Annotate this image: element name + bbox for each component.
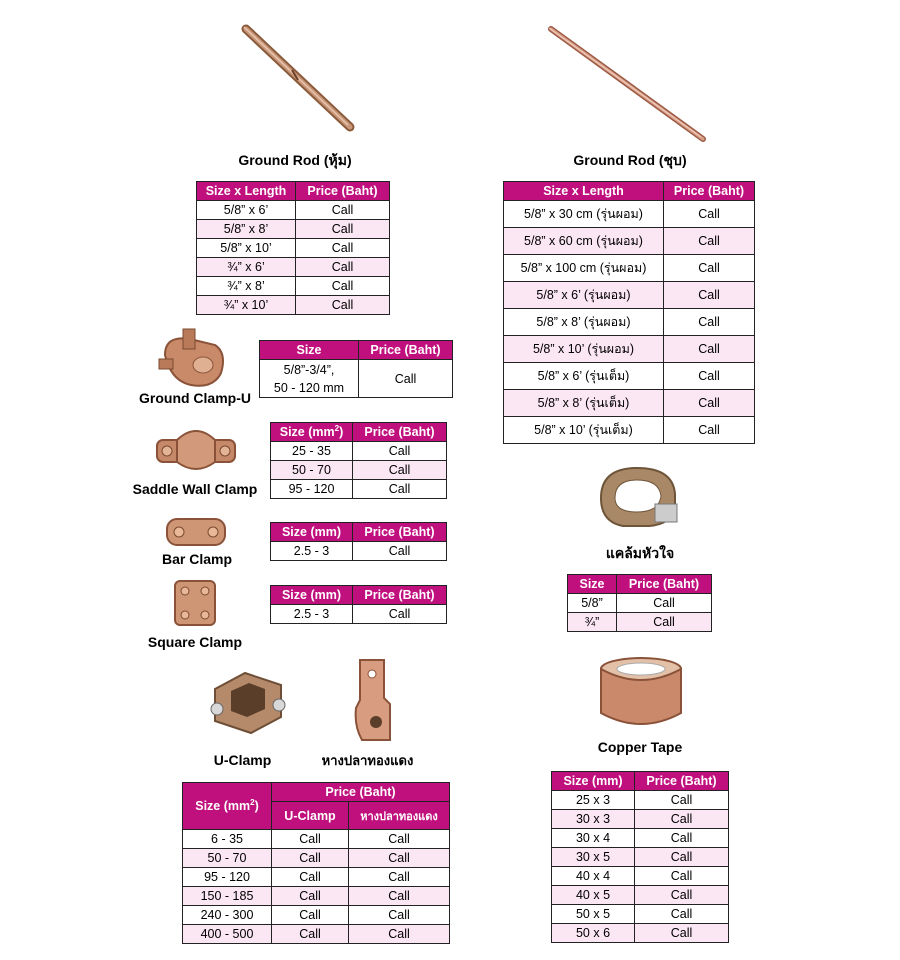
price-cell: Call (617, 613, 712, 632)
price-cell: Call (296, 239, 390, 258)
header-price: Price (Baht) (353, 423, 447, 442)
size-cell: 5/8” x 10’ (รุ่นเต็ม) (504, 417, 664, 444)
size-cell: 5/8” x 10’ (รุ่นผอม) (504, 336, 664, 363)
saddle-wall-clamp-table (270, 422, 447, 499)
price-cell: Call (296, 201, 390, 220)
price-cell: Call (296, 277, 390, 296)
size-cell: 25 x 3 (552, 791, 635, 810)
size-cell: 240 - 300 (183, 906, 272, 925)
price-cell: Call (272, 887, 349, 906)
size-cell: 5/8” x 10’ (197, 239, 296, 258)
price-cell: Call (296, 258, 390, 277)
copper-tape-title: Copper Tape (597, 739, 683, 755)
size-cell: 2.5 - 3 (271, 542, 353, 561)
ground-clamp-u-title: Ground Clamp-U (139, 390, 251, 406)
size-cell: 5/8” (568, 594, 617, 613)
size-cell: 5/8” x 6’ (รุ่นผอม) (504, 282, 664, 309)
size-cell: 5/8” x 6’ (197, 201, 296, 220)
size-cell: 95 - 120 (183, 868, 272, 887)
header-u-clamp: U-Clamp (272, 802, 349, 830)
u-clamp-title: U-Clamp (213, 752, 272, 768)
size-cell: ¾” x 6’ (197, 258, 296, 277)
square-clamp-title: Square Clamp (147, 634, 243, 650)
saddle-wall-clamp-title: Saddle Wall Clamp (132, 481, 258, 497)
size-cell: ¾” (568, 613, 617, 632)
price-cell: Call (635, 924, 729, 943)
size-cell: 50 x 6 (552, 924, 635, 943)
size-cell: 50 - 70 (183, 849, 272, 868)
header-price: Price (Baht) (272, 783, 450, 802)
ground-rod-plated-table (503, 181, 755, 444)
size-cell: 40 x 4 (552, 867, 635, 886)
size-cell: 30 x 4 (552, 829, 635, 848)
price-cell: Call (359, 360, 453, 398)
header-size-end: ) (254, 799, 259, 814)
price-cell: Call (353, 480, 447, 499)
price-cell: Call (349, 830, 450, 849)
size-cell: 95 - 120 (271, 480, 353, 499)
header-copper-lug: หางปลาทองแดง (349, 802, 450, 830)
price-cell: Call (296, 220, 390, 239)
header-size-sup: 2 (250, 798, 255, 808)
price-cell: Call (635, 810, 729, 829)
price-cell: Call (635, 905, 729, 924)
header-price: Price (Baht) (359, 341, 453, 360)
size-cell: 25 - 35 (271, 442, 353, 461)
size-cell: 5/8” x 30 cm (รุ่นผอม) (504, 201, 664, 228)
header-size-length: Size x Length (197, 182, 296, 201)
price-cell: Call (353, 542, 447, 561)
size-cell: 50 - 70 (271, 461, 353, 480)
u-clamp-image (205, 665, 290, 737)
price-cell: Call (635, 791, 729, 810)
price-cell: Call (272, 830, 349, 849)
ground-rod-clad-table (196, 181, 390, 315)
size-cell: 5/8” x 8’ (รุ่นเต็ม) (504, 390, 664, 417)
price-cell: Call (664, 228, 755, 255)
price-cell: Call (617, 594, 712, 613)
size-cell: 400 - 500 (183, 925, 272, 944)
header-size: Size (mm) (271, 586, 353, 605)
price-cell: Call (353, 461, 447, 480)
price-cell: Call (353, 605, 447, 624)
price-cell: Call (353, 442, 447, 461)
header-size-mm2 (183, 783, 272, 830)
price-cell: Call (272, 849, 349, 868)
header-size-length: Size x Length (504, 182, 664, 201)
size-cell: ¾” x 10’ (197, 296, 296, 315)
header-size: Size (mm) (271, 523, 353, 542)
price-cell: Call (664, 417, 755, 444)
copper-lug-image (346, 656, 398, 744)
size-line-1: 5/8”-3/4”, (283, 362, 335, 377)
size-cell: 5/8” x 100 cm (รุ่นผอม) (504, 255, 664, 282)
price-cell: Call (272, 925, 349, 944)
ground-rod-clad-title: Ground Rod (หุ้ม) (238, 152, 352, 168)
size-cell: 2.5 - 3 (271, 605, 353, 624)
price-cell: Call (664, 390, 755, 417)
ground-clamp-u-image (155, 325, 233, 393)
square-clamp-table (270, 585, 447, 624)
size-cell: 50 x 5 (552, 905, 635, 924)
price-cell: Call (349, 868, 450, 887)
size-cell: 5/8” x 8’ (รุ่นผอม) (504, 309, 664, 336)
size-cell: 5/8” x 60 cm (รุ่นผอม) (504, 228, 664, 255)
price-cell: Call (272, 906, 349, 925)
price-cell: Call (664, 363, 755, 390)
saddle-wall-clamp-image (155, 424, 237, 476)
price-cell: Call (635, 867, 729, 886)
size-line-2: 50 - 120 mm (273, 380, 345, 395)
header-price: Price (Baht) (353, 586, 447, 605)
header-price: Price (Baht) (635, 772, 729, 791)
size-cell: 5/8” x 8’ (197, 220, 296, 239)
header-price: Price (Baht) (353, 523, 447, 542)
price-cell: Call (635, 886, 729, 905)
header-size-mm2 (271, 423, 353, 442)
heart-clamp-table (567, 574, 712, 632)
price-cell: Call (635, 848, 729, 867)
bar-clamp-image (165, 515, 227, 549)
header-price: Price (Baht) (296, 182, 390, 201)
header-size: Size (mm) (552, 772, 635, 791)
u-clamp-table (182, 782, 450, 944)
price-cell: Call (296, 296, 390, 315)
header-size-sup: 2 (334, 424, 340, 434)
size-cell: 5/8” x 6’ (รุ่นเต็ม) (504, 363, 664, 390)
size-cell: ¾” x 8’ (197, 277, 296, 296)
size-cell: 150 - 185 (183, 887, 272, 906)
price-cell: Call (664, 309, 755, 336)
price-cell: Call (664, 201, 755, 228)
size-cell: 30 x 5 (552, 848, 635, 867)
header-price: Price (Baht) (664, 182, 755, 201)
header-size-text: Size (mm (195, 799, 251, 814)
heart-clamp-title: แคล้มหัวใจ (605, 546, 675, 562)
price-cell: Call (272, 868, 349, 887)
ground-rod-clad-image (240, 25, 360, 135)
price-cell: Call (635, 829, 729, 848)
size-cell: 6 - 35 (183, 830, 272, 849)
price-cell: Call (664, 255, 755, 282)
size-cell: 40 x 5 (552, 886, 635, 905)
header-size: Size (568, 575, 617, 594)
header-size-end: ) (339, 425, 344, 440)
price-cell: Call (349, 925, 450, 944)
heart-clamp-image (593, 462, 685, 534)
header-size-text: Size (mm (279, 425, 335, 440)
copper-tape-image (597, 655, 685, 731)
size-cell (260, 360, 359, 398)
ground-rod-plated-title: Ground Rod (ชุบ) (573, 152, 687, 168)
ground-clamp-u-table (259, 340, 453, 398)
copper-lug-title: หางปลาทองแดง (321, 754, 414, 769)
bar-clamp-table (270, 522, 447, 561)
price-cell: Call (349, 906, 450, 925)
price-cell: Call (349, 849, 450, 868)
price-cell: Call (664, 282, 755, 309)
header-price: Price (Baht) (617, 575, 712, 594)
copper-tape-table (551, 771, 729, 943)
size-cell: 30 x 3 (552, 810, 635, 829)
header-size: Size (260, 341, 359, 360)
ground-rod-plated-image (545, 25, 710, 145)
price-cell: Call (664, 336, 755, 363)
bar-clamp-title: Bar Clamp (161, 551, 233, 567)
price-cell: Call (349, 887, 450, 906)
square-clamp-image (172, 578, 218, 628)
